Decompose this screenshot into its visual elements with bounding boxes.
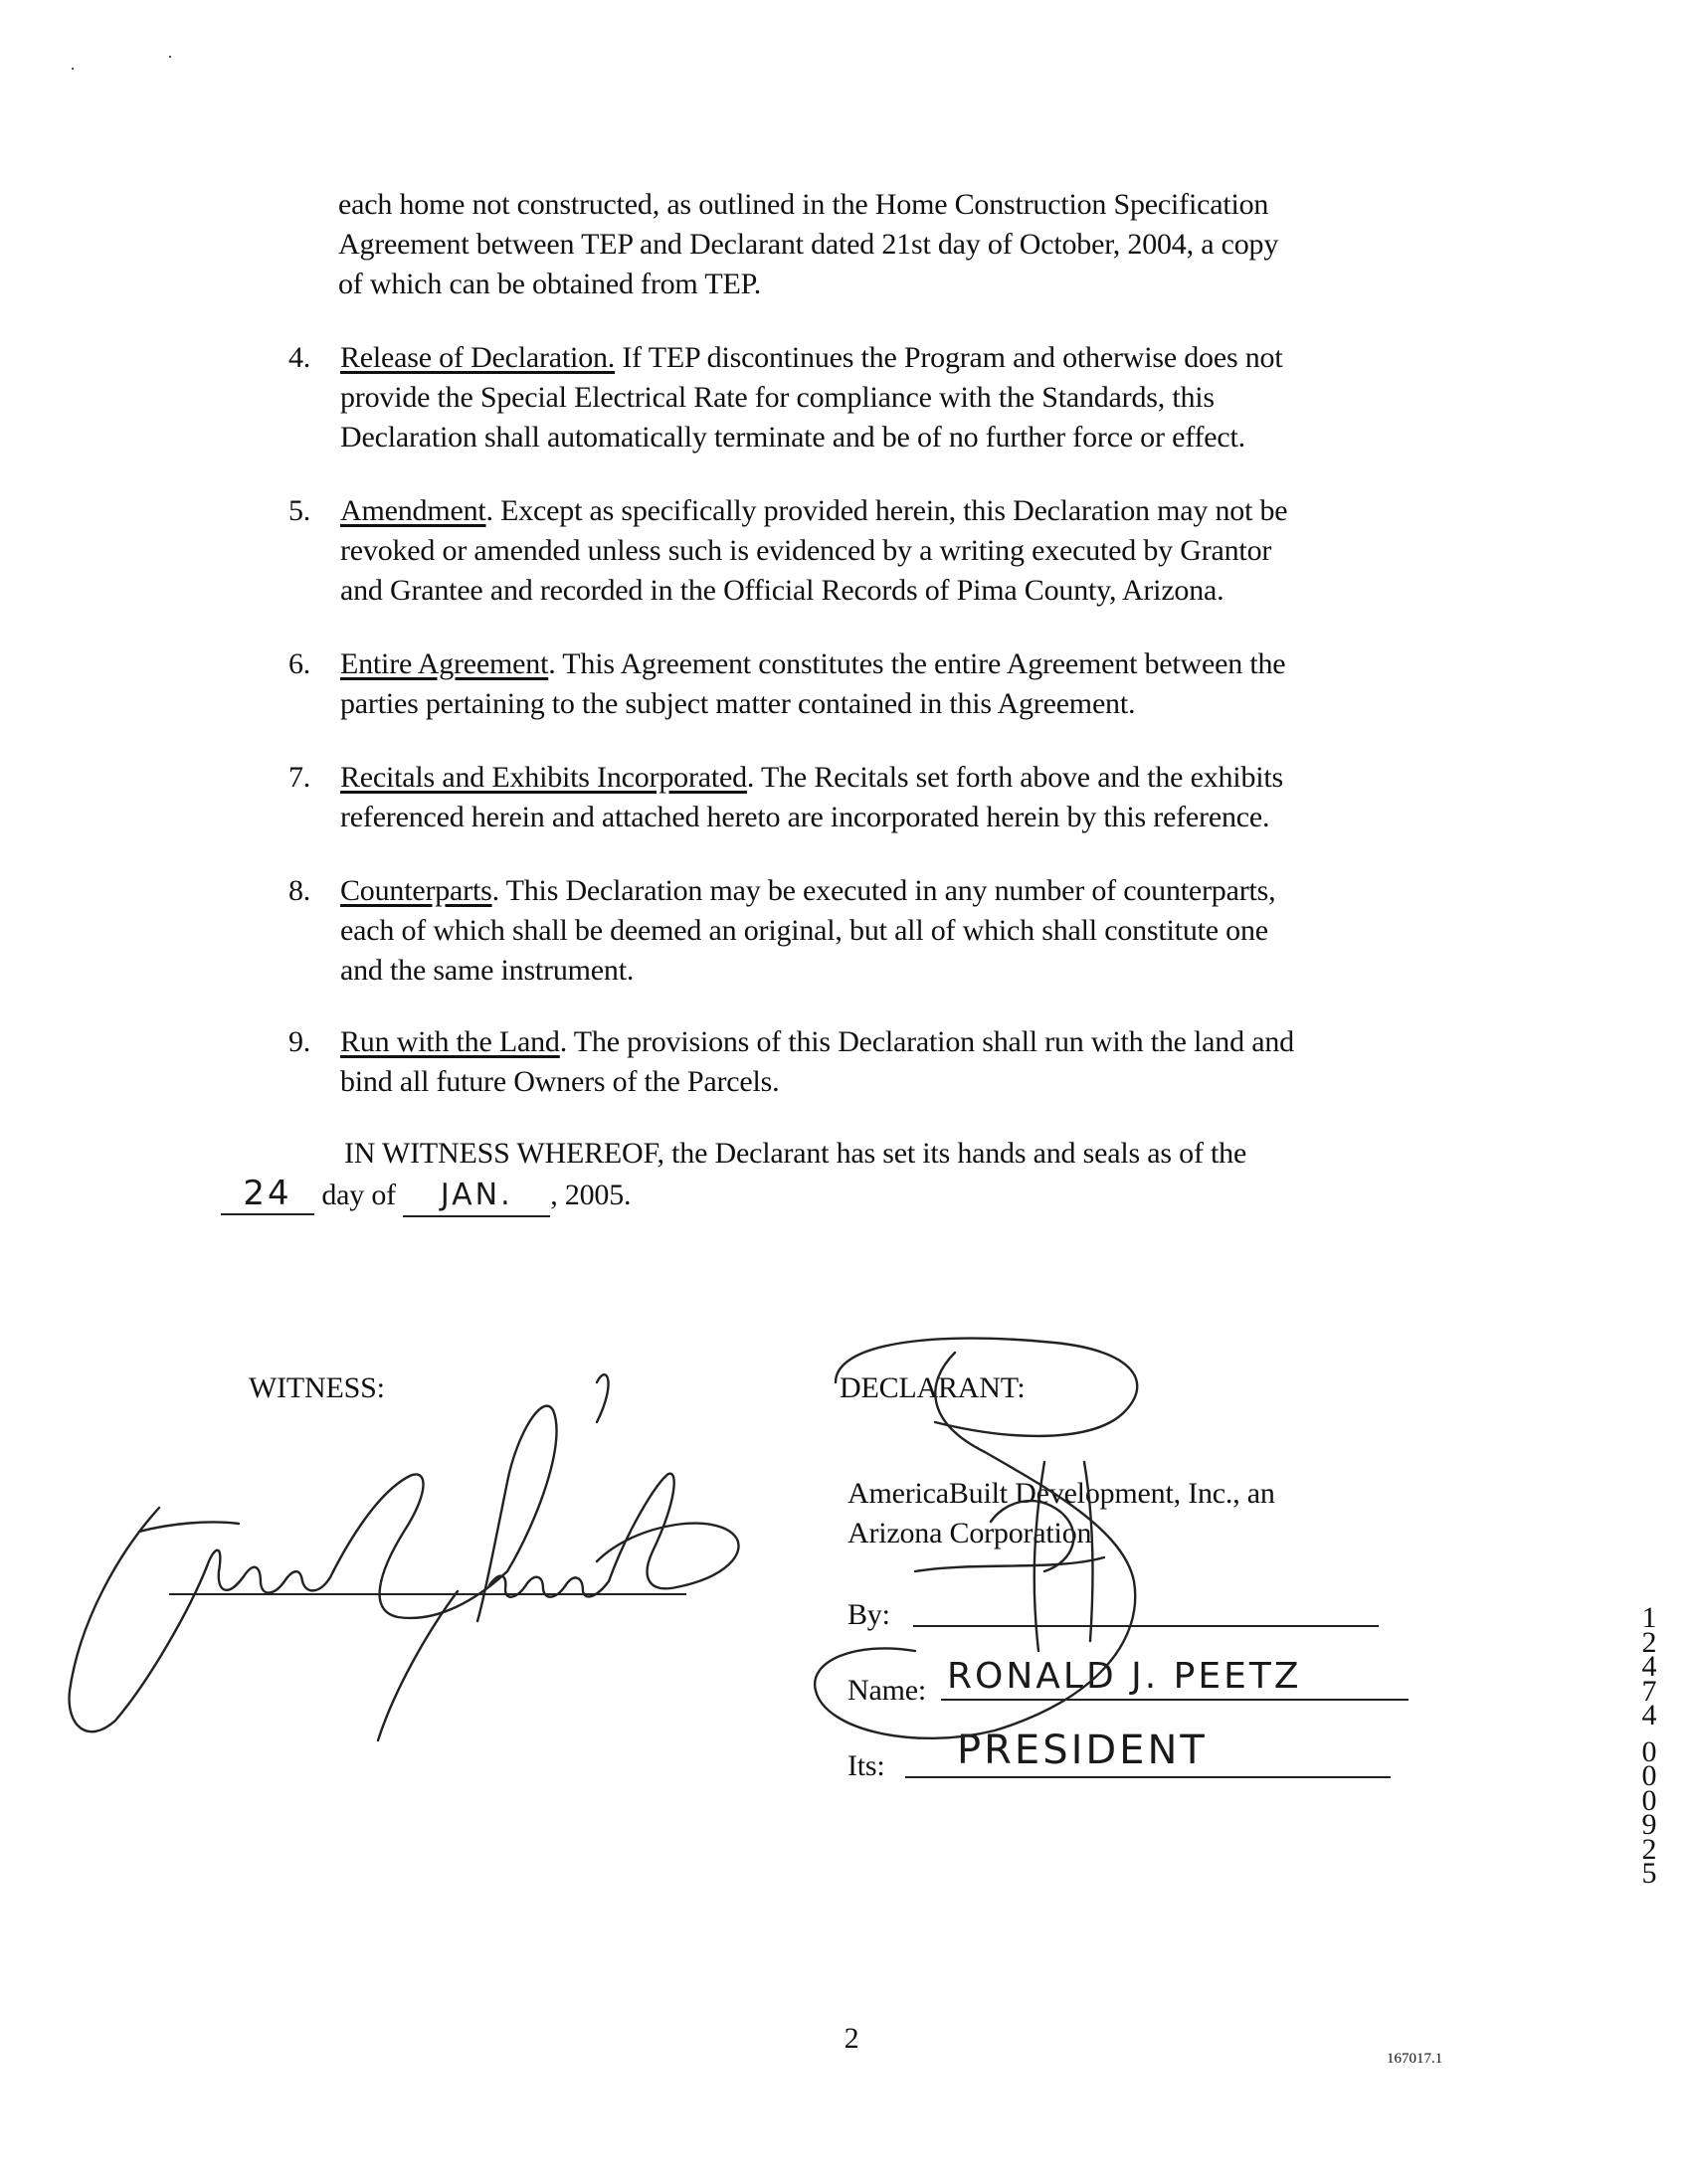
section-text: . This Agreement constitutes the entire Agreement between the xyxy=(548,647,1286,680)
section-text: parties pertaining to the subject matter contained in this Agreement. xyxy=(340,687,1136,720)
scan-speck xyxy=(72,68,74,70)
handwritten-month: JAN. xyxy=(403,1176,550,1217)
recording-digit: 2 xyxy=(1641,1832,1657,1866)
section-number: 8. xyxy=(288,874,311,907)
section-number: 5. xyxy=(288,494,311,527)
section-5 xyxy=(288,491,1452,611)
recording-digit: 4 xyxy=(1641,1699,1657,1731)
recording-digit: 1 xyxy=(1641,1601,1657,1634)
section-text: . The provisions of this Declaration shall run with the land and xyxy=(559,1025,1294,1058)
section-text: Declaration shall automatically terminate and be of no further force or effect. xyxy=(340,421,1245,454)
section-heading: Counterparts xyxy=(340,874,492,907)
handwritten-name: RONALD J. PEETZ xyxy=(947,1656,1302,1697)
recording-digit: 4 xyxy=(1641,1650,1657,1683)
witness-date-line xyxy=(221,1174,1116,1217)
section-text: . This Declaration may be executed in any number of counterparts, xyxy=(491,874,1276,907)
recording-number xyxy=(1631,1601,1667,1890)
section-9 xyxy=(288,1022,1452,1102)
section-number: 9. xyxy=(288,1025,311,1058)
section-heading: Recitals and Exhibits Incorporated xyxy=(340,761,747,794)
section-7 xyxy=(288,758,1452,837)
intro-line: of which can be obtained from TEP. xyxy=(338,268,762,300)
section-4 xyxy=(288,338,1452,457)
section-heading: Run with the Land xyxy=(340,1025,560,1058)
recording-digit: 0 xyxy=(1641,1734,1657,1768)
section-heading: Amendment xyxy=(340,494,486,527)
section-number: 7. xyxy=(288,761,311,794)
its-line xyxy=(905,1776,1391,1778)
recording-digit: 5 xyxy=(1641,1857,1657,1890)
section-number: 6. xyxy=(288,647,311,680)
declarant-label: DECLARANT: xyxy=(840,1371,1026,1404)
its-label: Its: xyxy=(847,1749,885,1782)
intro-paragraph xyxy=(338,185,1442,304)
section-text: . The Recitals set forth above and the exhibits xyxy=(746,761,1283,794)
section-8 xyxy=(288,871,1452,991)
section-text: If TEP discontinues the Program and otherwise does not xyxy=(615,341,1283,374)
section-text: each of which shall be deemed an original, but all of which shall constitute one xyxy=(340,914,1268,947)
name-label: Name: xyxy=(847,1674,926,1707)
section-number: 4. xyxy=(288,341,311,374)
intro-line: each home not constructed, as outlined in the Home Construction Specification xyxy=(338,188,1269,221)
section-6 xyxy=(288,644,1452,724)
recording-digit: 9 xyxy=(1641,1808,1657,1841)
page-number: 2 xyxy=(844,2022,859,2055)
recording-digit: 2 xyxy=(1641,1625,1657,1659)
recording-digit: 0 xyxy=(1641,1783,1657,1817)
witness-label: WITNESS: xyxy=(249,1371,385,1404)
section-text: referenced herein and attached hereto are incorporated herein by this reference. xyxy=(340,801,1270,833)
company-line: AmericaBuilt Development, Inc., an xyxy=(847,1477,1275,1510)
section-text: . Except as specifically provided herein, this Declaration may not be xyxy=(485,494,1288,527)
handwritten-title: PRESIDENT xyxy=(957,1728,1208,1773)
intro-line: Agreement between TEP and Declarant dated 21st day of October, 2004, a copy xyxy=(338,228,1279,261)
section-text: and Grantee and recorded in the Official Records of Pima County, Arizona. xyxy=(340,574,1224,607)
by-label: By: xyxy=(847,1598,890,1631)
year-text: , 2005. xyxy=(550,1179,632,1211)
section-heading: Entire Agreement xyxy=(340,647,549,680)
declarant-signature xyxy=(796,1323,1412,1770)
handwritten-day: 24 xyxy=(221,1174,314,1215)
section-heading: Release of Declaration. xyxy=(340,341,616,374)
section-text: provide the Special Electrical Rate for compliance with the Standards, this xyxy=(340,381,1215,414)
document-code: 167017.1 xyxy=(1387,2051,1443,2067)
section-text: and the same instrument. xyxy=(340,954,635,987)
recording-digit: 0 xyxy=(1641,1759,1657,1792)
recording-digit: 7 xyxy=(1641,1674,1657,1708)
witness-clause-line: IN WITNESS WHEREOF, the Declarant has set its hands and seals as of the xyxy=(344,1137,1247,1170)
witness-signature xyxy=(40,1363,756,1760)
day-of-text: day of xyxy=(321,1179,396,1211)
section-text: revoked or amended unless such is evidenced by a writing executed by Grantor xyxy=(340,534,1272,567)
company-line: Arizona Corporation xyxy=(847,1517,1092,1549)
section-text: bind all future Owners of the Parcels. xyxy=(340,1065,780,1098)
scan-speck xyxy=(169,56,171,58)
